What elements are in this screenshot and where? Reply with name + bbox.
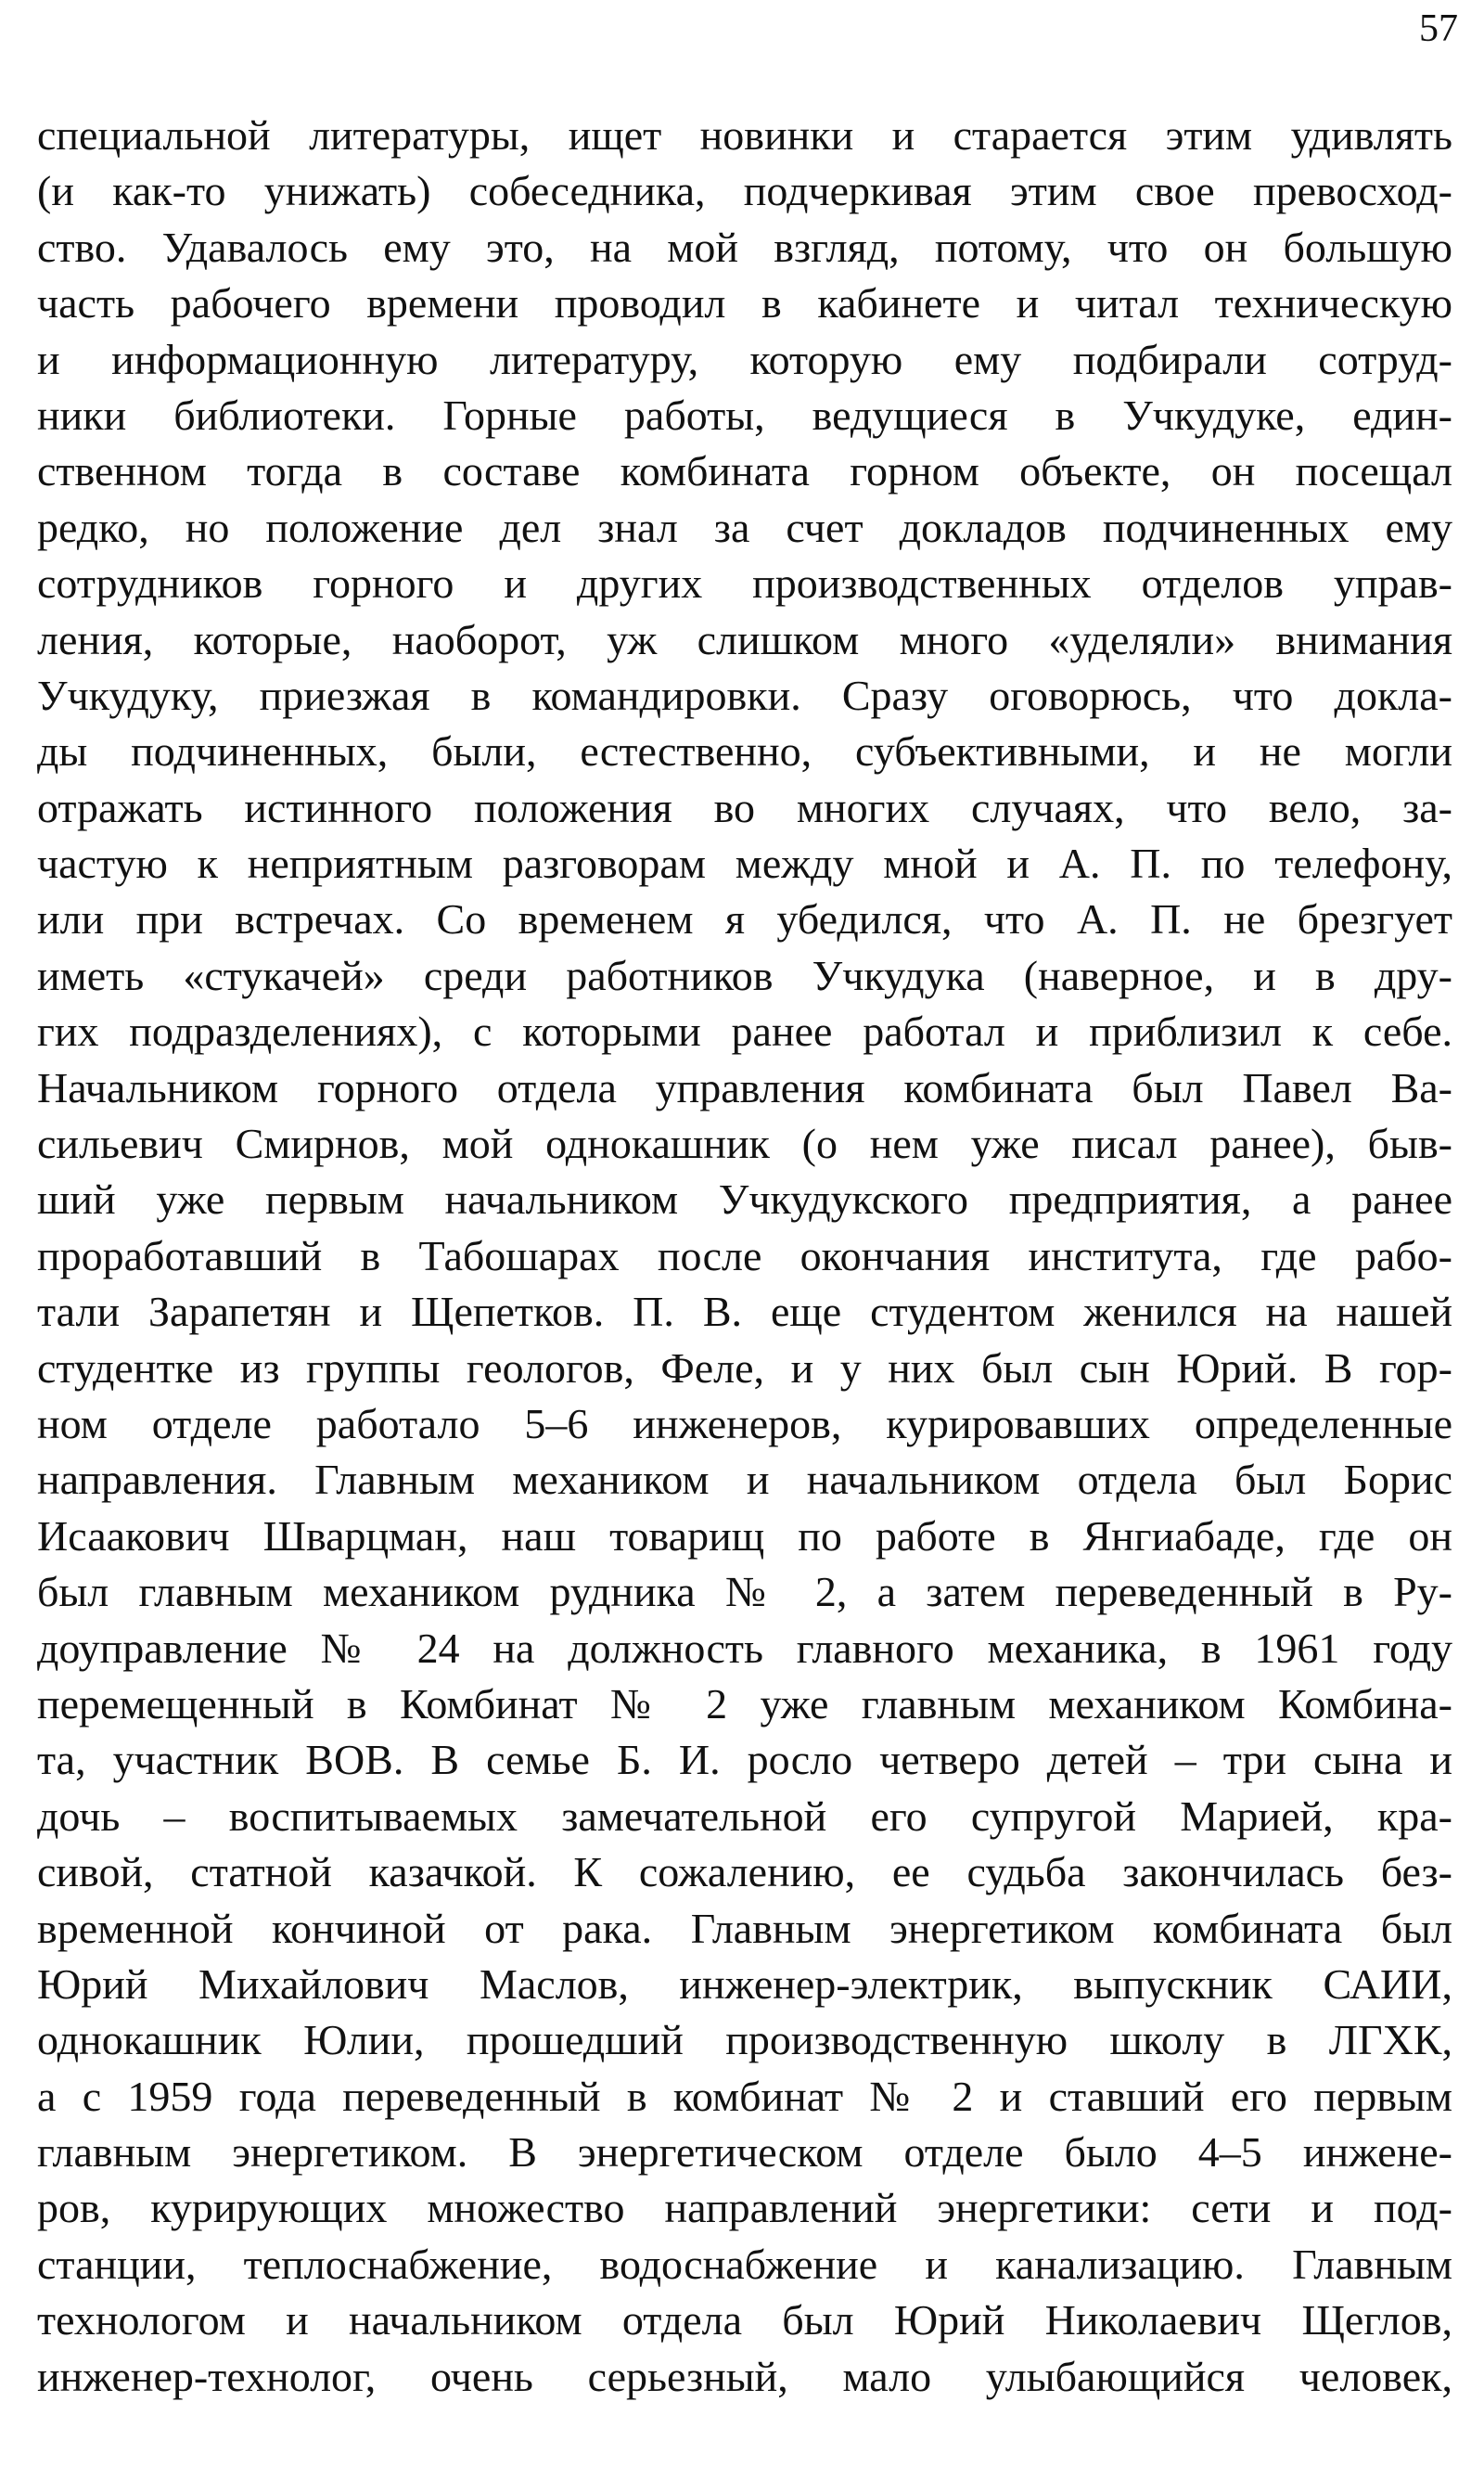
text-line: иметь «стукачей» среди работников Учкудука (наверное, и в дру-	[37, 951, 1452, 999]
body-text	[37, 108, 1452, 2405]
text-line: доуправление № 24 на должность главного механика, в 1961 году	[37, 1624, 1452, 1672]
text-line: ды подчиненных, были, естественно, субъективными, и не могли	[37, 727, 1452, 776]
text-line: направления. Главным механиком и начальником отдела был Борис	[37, 1456, 1452, 1504]
text-line: сотрудников горного и других производственных отделов управ-	[37, 559, 1452, 608]
text-line: ления, которые, наоборот, уж слишком много «уделяли» внимания	[37, 615, 1452, 663]
text-line: тали Зарапетян и Щепетков. П. В. еще студентом женился на нашей	[37, 1288, 1452, 1336]
text-line: ственном тогда в составе комбината горном объекте, он посещал	[37, 447, 1452, 495]
text-line: ство. Удавалось ему это, на мой взгляд, потому, что он большую	[37, 223, 1452, 271]
text-line: временной кончиной от рака. Главным энергетиком комбината был	[37, 1904, 1452, 1952]
text-line: и информационную литературу, которую ему подбирали сотруд-	[37, 335, 1452, 383]
text-line: студентке из группы геологов, Феле, и у них был сын Юрий. В гор-	[37, 1343, 1452, 1392]
text-line: перемещенный в Комбинат № 2 уже главным механиком Комбина-	[37, 1679, 1452, 1727]
text-line: Начальником горного отдела управления комбината был Павел Ва-	[37, 1063, 1452, 1111]
text-line: (и как-то унижать) собеседника, подчеркивая этим свое превосход-	[37, 167, 1452, 215]
text-line: ший уже первым начальником Учкудукского предприятия, а ранее	[37, 1175, 1452, 1224]
text-line: специальной литературы, ищет новинки и старается этим удивлять	[37, 111, 1452, 159]
text-line: а с 1959 года переведенный в комбинат № 2 и ставший его первым	[37, 2072, 1452, 2120]
text-line: главным энергетиком. В энергетическом отделе было 4–5 инжене-	[37, 2128, 1452, 2177]
text-line: был главным механиком рудника № 2, а затем переведенный в Ру-	[37, 1568, 1452, 1616]
text-line: инженер-технолог, очень серьезный, мало улыбающийся человек,	[37, 2352, 1452, 2400]
text-line: Учкудуку, приезжая в командировки. Сразу оговорюсь, что докла-	[37, 671, 1452, 719]
text-line: однокашник Юлии, прошедший производственную школу в ЛГХК,	[37, 2016, 1452, 2064]
text-line: ров, курирующих множество направлений энергетики: сети и под-	[37, 2184, 1452, 2232]
text-line: или при встречах. Со временем я убедился, что А. П. не брезгует	[37, 895, 1452, 944]
text-line: редко, но положение дел знал за счет докладов подчиненных ему	[37, 503, 1452, 551]
text-line: дочь – воспитываемых замечательной его супругой Марией, кра-	[37, 1792, 1452, 1840]
text-line: ном отделе работало 5–6 инженеров, курировавших определенные	[37, 1399, 1452, 1447]
text-line: технологом и начальником отдела был Юрий Николаевич Щеглов,	[37, 2296, 1452, 2344]
text-line: Исаакович Шварцман, наш товарищ по работе в Янгиабаде, где он	[37, 1511, 1452, 1560]
text-line: частую к неприятным разговорам между мной и А. П. по телефону,	[37, 840, 1452, 888]
text-line: отражать истинного положения во многих случаях, что вело, за-	[37, 783, 1452, 831]
text-line: та, участник ВОВ. В семье Б. И. росло четверо детей – три сына и	[37, 1736, 1452, 1784]
text-line: часть рабочего времени проводил в кабинете и читал техническую	[37, 279, 1452, 328]
text-line: сильевич Смирнов, мой однокашник (о нем уже писал ранее), быв-	[37, 1120, 1452, 1168]
text-line: сивой, статной казачкой. К сожалению, ее судьба закончилась без-	[37, 1848, 1452, 1896]
text-line: Юрий Михайлович Маслов, инженер-электрик, выпускник САИИ,	[37, 1959, 1452, 2008]
text-line: ники библиотеки. Горные работы, ведущиеся в Учкудуке, един-	[37, 391, 1452, 439]
text-line: станции, теплоснабжение, водоснабжение и канализацию. Главным	[37, 2240, 1452, 2288]
text-line: гих подразделениях), с которыми ранее работал и приблизил к себе.	[37, 1008, 1452, 1056]
text-line: проработавший в Табошарах после окончания института, где рабо-	[37, 1231, 1452, 1279]
page-number: 57	[1419, 7, 1458, 50]
